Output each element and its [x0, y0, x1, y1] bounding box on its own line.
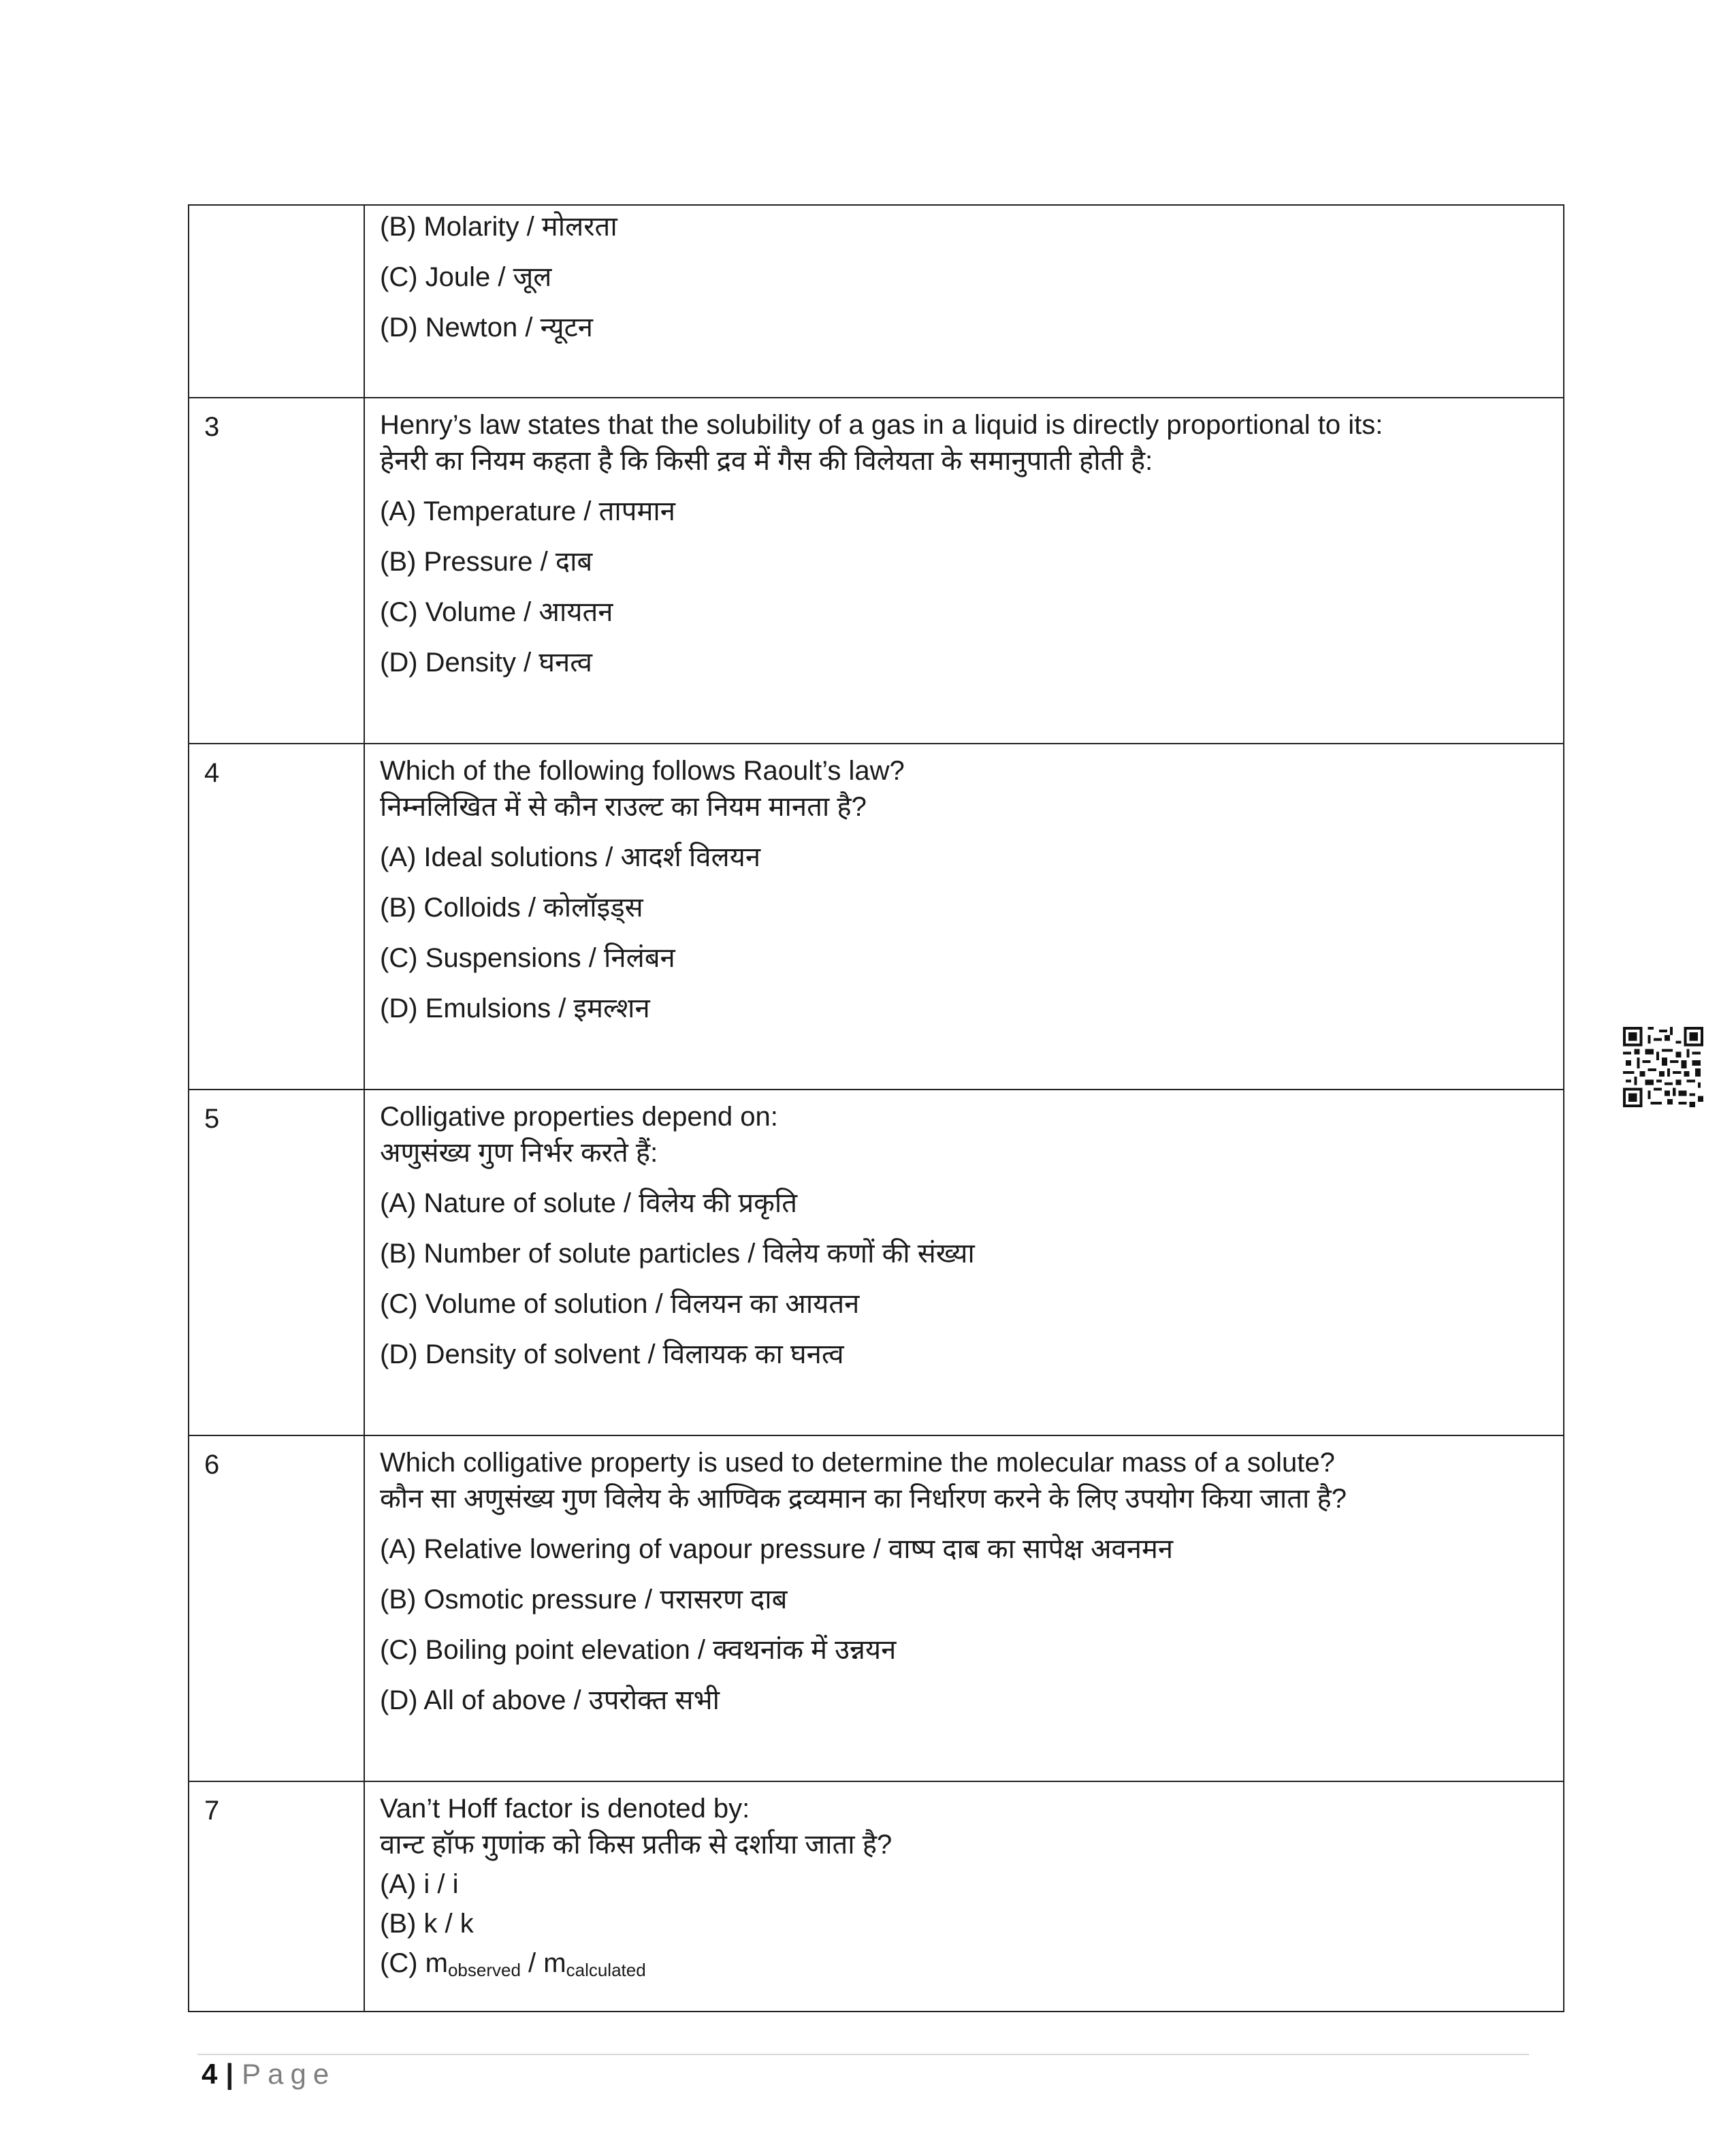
question-text-en: Colligative properties depend on: [380, 1102, 778, 1132]
option-a: (A) i / i [380, 1869, 459, 1899]
table-row [189, 744, 1564, 1090]
option-a: (A) Relative lowering of vapour pressure / वाष्प दाब का सापेक्ष अवनमन [380, 1534, 1174, 1564]
page-number: 4 [202, 2058, 218, 2090]
question-text-en: Van’t Hoff factor is denoted by: [380, 1794, 750, 1824]
qr-code-icon [1623, 1027, 1703, 1107]
question-cell [364, 1090, 1564, 1435]
question-text-en: Henry’s law states that the solubility of a gas in a liquid is directly proportional to its: [380, 410, 1383, 440]
question-cell [364, 1435, 1564, 1781]
questions-table [188, 204, 1564, 2012]
question-number [189, 205, 364, 398]
question-text-hi: हेनरी का नियम कहता है कि किसी द्रव में गैस की विलेयता के समानुपाती होती है: [380, 446, 1153, 476]
table-row [189, 1435, 1564, 1781]
option-d: (D) Emulsions / इमल्शन [380, 994, 650, 1023]
option-a: (A) Temperature / तापमान [380, 496, 675, 526]
question-number: 5 [189, 1090, 364, 1435]
question-text-hi: कौन सा अणुसंख्य गुण विलेय के आण्विक द्रव्यमान का निर्धारण करने के लिए उपयोग किया जाता है? [380, 1484, 1347, 1514]
question-text-hi: वान्ट हॉफ गुणांक को किस प्रतीक से दर्शाया जाता है? [380, 1830, 893, 1860]
option-d: (D) All of above / उपरोक्त सभी [380, 1685, 720, 1715]
table-row [189, 398, 1564, 744]
option-c: (C) Volume of solution / विलयन का आयतन [380, 1289, 860, 1319]
option-b: (B) Colloids / कोलॉइड्स [380, 893, 643, 923]
option-b: (B) Number of solute particles / विलेय कणों की संख्या [380, 1239, 975, 1269]
page-footer [202, 2058, 336, 2091]
option-b: (B) Molarity / मोलरता [380, 212, 617, 242]
option-c-subscript-calculated: calculated [566, 1960, 646, 1980]
option-a: (A) Ideal solutions / आदर्श विलयन [380, 842, 761, 872]
question-text-en: Which of the following follows Raoult’s law? [380, 756, 905, 786]
question-number: 6 [189, 1435, 364, 1781]
footer-divider [197, 2054, 1529, 2055]
option-b: (B) Pressure / दाब [380, 547, 593, 577]
option-b: (B) Osmotic pressure / परासरण दाब [380, 1585, 788, 1615]
page-label: Page [242, 2058, 336, 2090]
footer-separator: | [225, 2058, 234, 2090]
question-cell [364, 205, 1564, 398]
option-c: (C) Boiling point elevation / क्वथनांक में उन्नयन [380, 1635, 897, 1665]
question-number: 7 [189, 1781, 364, 2012]
option-c-separator: / m [520, 1948, 566, 1978]
question-text-hi: निम्नलिखित में से कौन राउल्ट का नियम मानता है? [380, 792, 867, 822]
table-row [189, 1781, 1564, 2012]
option-c-prefix: (C) m [380, 1948, 448, 1978]
question-number: 3 [189, 398, 364, 744]
table-row [189, 205, 1564, 398]
option-d: (D) Density of solvent / विलायक का घनत्व [380, 1339, 844, 1369]
option-c-subscript-observed: observed [447, 1960, 521, 1980]
option-b: (B) k / k [380, 1909, 474, 1939]
option-c [380, 1946, 1563, 1982]
question-cell [364, 1781, 1564, 2012]
table-row [189, 1090, 1564, 1435]
option-c: (C) Joule / जूल [380, 262, 552, 292]
question-text-hi: अणुसंख्य गुण निर्भर करते हैं: [380, 1138, 658, 1168]
question-number: 4 [189, 744, 364, 1090]
question-cell [364, 398, 1564, 744]
question-text-en: Which colligative property is used to determine the molecular mass of a solute? [380, 1448, 1335, 1478]
option-a: (A) Nature of solute / विलेय की प्रकृति [380, 1188, 798, 1218]
option-c: (C) Volume / आयतन [380, 597, 613, 627]
option-c: (C) Suspensions / निलंबन [380, 943, 675, 973]
option-d: (D) Density / घनत्व [380, 648, 593, 678]
question-cell [364, 744, 1564, 1090]
option-d: (D) Newton / न्यूटन [380, 313, 593, 343]
